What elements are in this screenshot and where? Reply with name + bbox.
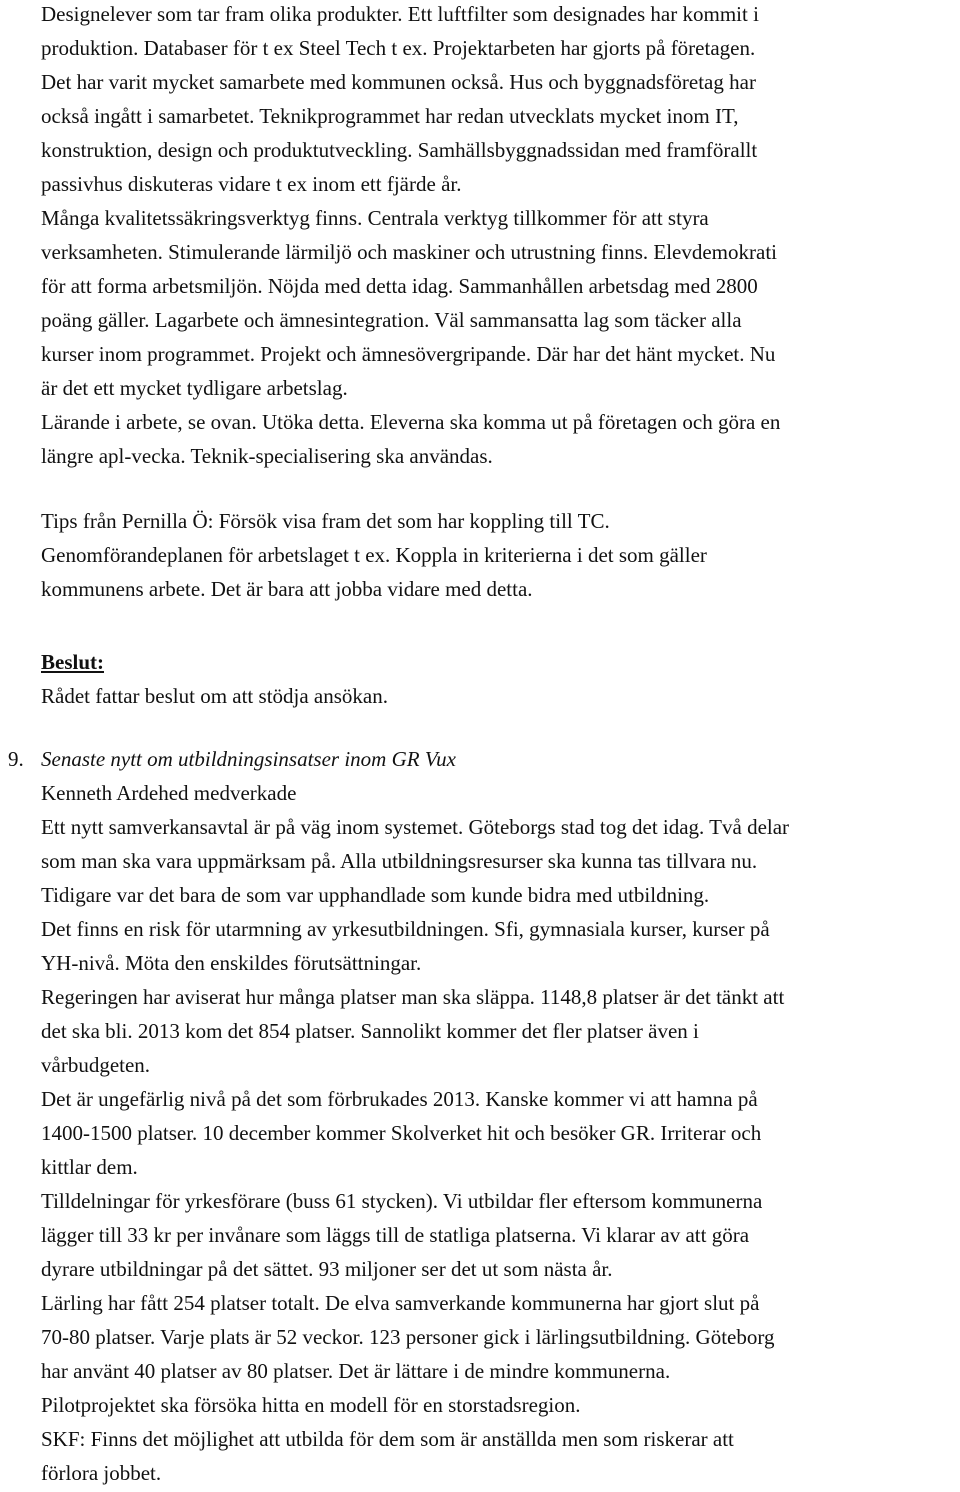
text-line: Pilotprojektet ska försöka hitta en modell för en storstadsregion. [41, 1393, 581, 1417]
text-line: kittlar dem. [41, 1155, 138, 1179]
text-line: Många kvalitetssäkringsverktyg finns. Centrala verktyg tillkommer för att styra [41, 206, 709, 230]
text-line: dyrare utbildningar på det sättet. 93 miljoner ser det ut som nästa år. [41, 1257, 613, 1281]
text-line: 70-80 platser. Varje plats är 52 veckor. 123 personer gick i lärlingsutbildning. Göteborg [41, 1325, 775, 1349]
text-line: också ingått i samarbetet. Teknikprogrammet har redan utvecklats mycket inom IT, [41, 104, 739, 128]
text-line: Regeringen har aviserat hur många platser man ska släppa. 1148,8 platser är det tänkt att [41, 985, 785, 1009]
text-line: konstruktion, design och produktutveckling. Samhällsbyggnadssidan med framförallt [41, 138, 758, 162]
text-line: Ett nytt samverkansavtal är på väg inom systemet. Göteborgs stad tog det idag. Två delar [41, 815, 790, 839]
text-line: har använt 40 platser av 80 platser. Det är lättare i de mindre kommunerna. [41, 1359, 671, 1383]
text-line: produktion. Databaser för t ex Steel Tech t ex. Projektarbeten har gjorts på företagen. [41, 36, 756, 60]
text-line: Tidigare var det bara de som var upphandlade som kunde bidra med utbildning. [41, 883, 710, 907]
text-line: Tilldelningar för yrkesförare (buss 61 stycken). Vi utbildar fler eftersom kommunerna [41, 1189, 763, 1213]
decision-text: Rådet fattar beslut om att stödja ansökan. [41, 684, 388, 708]
text-line: verksamheten. Stimulerande lärmiljö och maskiner och utrustning finns. Elevdemokrati [41, 240, 777, 264]
decision-section [41, 645, 946, 713]
text-line: Designelever som tar fram olika produkter. Ett luftfilter som designades har kommit i [41, 2, 759, 26]
text-line: som man ska vara uppmärksam på. Alla utbildningsresurser ska kunna tas tillvara nu. [41, 849, 758, 873]
text-line: kommunens arbete. Det är bara att jobba vidare med detta. [41, 577, 533, 601]
item-number: 9. [8, 747, 24, 771]
item-9-body [41, 742, 946, 1490]
text-line: längre apl-vecka. Teknik-specialisering ska användas. [41, 444, 493, 468]
text-line: för att forma arbetsmiljön. Nöjda med detta idag. Sammanhållen arbetsdag med 2800 [41, 274, 758, 298]
text-line: Det har varit mycket samarbete med kommunen också. Hus och byggnadsföretag har [41, 70, 756, 94]
item-title: Senaste nytt om utbildningsinsatser inom GR Vux [41, 747, 456, 771]
text-line: poäng gäller. Lagarbete och ämnesintegration. Väl sammansatta lag som täcker alla [41, 308, 742, 332]
text-line: 1400-1500 platser. 10 december kommer Skolverket hit och besöker GR. Irriterar och [41, 1121, 762, 1145]
text-line: Det finns en risk för utarmning av yrkesutbildningen. Sfi, gymnasiala kurser, kurser på [41, 917, 770, 941]
text-line: kurser inom programmet. Projekt och ämnesövergripande. Där har det hänt mycket. Nu [41, 342, 776, 366]
text-line: Det är ungefärlig nivå på det som förbrukades 2013. Kanske kommer vi att hamna på [41, 1087, 758, 1111]
text-line: är det ett mycket tydligare arbetslag. [41, 376, 348, 400]
text-line: Lärande i arbete, se ovan. Utöka detta. Eleverna ska komma ut på företagen och göra en [41, 410, 781, 434]
text-line: Genomförandeplanen för arbetslaget t ex. Koppla in kriterierna i det som gäller [41, 543, 707, 567]
text-line: förlora jobbet. [41, 1461, 162, 1485]
text-line: Tips från Pernilla Ö: Försök visa fram det som har koppling till TC. [41, 509, 610, 533]
text-line: vårbudgeten. [41, 1053, 151, 1077]
intro-paragraph [41, 0, 946, 473]
text-line: Kenneth Ardehed medverkade [41, 781, 297, 805]
text-line: Lärling har fått 254 platser totalt. De elva samverkande kommunerna har gjort slut på [41, 1291, 760, 1315]
tips-paragraph [41, 504, 946, 606]
text-line: YH-nivå. Möta den enskildes förutsättningar. [41, 951, 422, 975]
text-line: SKF: Finns det möjlighet att utbilda för dem som är anställda men som riskerar att [41, 1427, 734, 1451]
text-line: det ska bli. 2013 kom det 854 platser. Sannolikt kommer det fler platser även i [41, 1019, 699, 1043]
text-line: passivhus diskuteras vidare t ex inom ett fjärde år. [41, 172, 462, 196]
decision-heading: Beslut: [41, 650, 104, 674]
text-line: lägger till 33 kr per invånare som läggs till de statliga platserna. Vi klarar av att göra [41, 1223, 750, 1247]
